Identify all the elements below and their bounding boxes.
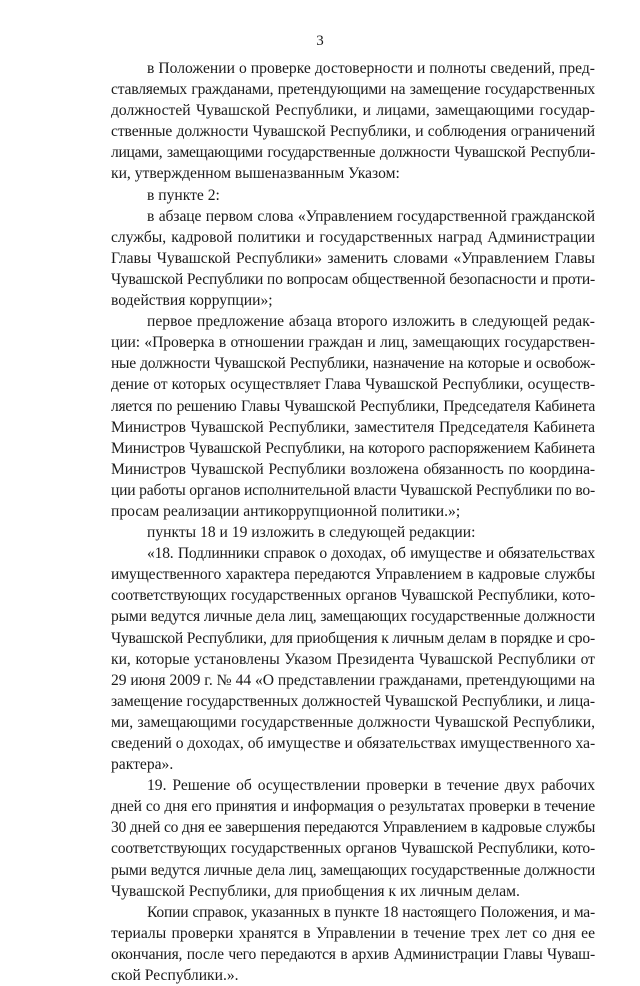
text-line: сведений о доходах, об имуществе и обязательствах имущественного ха-	[111, 735, 596, 752]
text-line: просам реализации антикоррупционной политики.»;	[111, 502, 461, 520]
text-line: Министров Чувашской Республики, на которого распоряжением Кабинета	[111, 439, 595, 457]
text-line: ные должности Чувашской Республики, назначение на которые и освобож-	[111, 355, 595, 373]
text-line: окончания, после чего передаются в архив Администрации Главы Чуваш-	[111, 945, 595, 963]
text-line: водействия коррупции»;	[111, 292, 273, 310]
text-line: ставляемых гражданами, претендующими на замещение государственных	[111, 81, 595, 99]
text-line: 19. Решение об осуществлении проверки в течение двух рабочих	[147, 777, 595, 795]
text-line: ственные должности Чувашской Республики, и соблюдения ограничений	[111, 123, 595, 141]
text-line: первое предложение абзаца второго изложить в следующей редак-	[147, 313, 595, 331]
text-line: дение от которых осуществляет Глава Чувашской Республики, осуществ-	[111, 376, 595, 394]
text-line: рыми ведутся личные дела лиц, замещающих государственные должности	[111, 861, 595, 879]
text-line: должностей Чувашской Республики, и лицами, замещающими государ-	[111, 102, 595, 120]
text-line: замещение государственных должностей Чувашской Республики, и лица-	[111, 692, 595, 710]
text-line: имущественного характера передаются Управлением в кадровые службы	[111, 566, 595, 584]
text-line: службы, кадровой политики и государственных наград Администрации	[111, 228, 595, 246]
text-line: 30 дней со дня ее завершения передаются Управлением в кадровые службы	[111, 819, 595, 837]
text-line: в абзаце первом слова «Управлением государственной гражданской	[147, 207, 595, 225]
text-line: в Положении о проверке достоверности и полноты сведений, пред-	[147, 60, 595, 77]
text-line: рактера».	[111, 756, 174, 774]
text-line: ции: «Проверка в отношении граждан и лиц, замещающих государствен-	[111, 334, 595, 352]
text-line: рыми ведутся личные дела лиц, замещающих государственные должности	[111, 608, 595, 626]
text-line: ми, замещающими государственные должности Чувашской Республики,	[111, 713, 595, 731]
text-line: Чувашской Республики, для приобщения к их личным делам.	[111, 882, 520, 900]
text-line: Чувашской Республики по вопросам общественной безопасности и проти-	[111, 270, 595, 288]
text-line: в пункте 2:	[147, 186, 220, 204]
text-line: ки, которые установлены Указом Президента Чувашской Республики от	[111, 650, 595, 668]
page-number: 3	[316, 33, 324, 49]
text-line: «18. Подлинники справок о доходах, об имуществе и обязательствах	[147, 545, 595, 563]
document-body	[111, 58, 595, 986]
text-line: Чувашской Республики, для приобщения к личным делам в порядке и сро-	[111, 629, 595, 647]
text-line: териалы проверки хранятся в Управлении в течение трех лет со дня ее	[111, 924, 595, 942]
text-line: Главы Чувашской Республики» заменить словами «Управлением Главы	[111, 249, 595, 267]
text-line: Министров Чувашской Республики возложена обязанность по координа-	[111, 460, 595, 478]
text-line: Копии справок, указанных в пункте 18 настоящего Положения, и ма-	[147, 903, 595, 921]
text-line: ции работы органов исполнительной власти Чувашской Республики по во-	[111, 481, 595, 499]
text-line: ляется по решению Главы Чувашской Республики, Председателя Кабинета	[111, 397, 595, 415]
text-line: соответствующих государственных органов Чувашской Республики, кото-	[111, 587, 595, 605]
text-line: лицами, замещающими государственные должности Чувашской Республи-	[111, 144, 595, 162]
text-line: соответствующих государственных органов Чувашской Республики, кото-	[111, 840, 595, 858]
text-line: ки, утвержденном вышеназванным Указом:	[111, 165, 400, 183]
text-line: дней со дня его принятия и информация о результатах проверки в течение	[111, 798, 595, 816]
text-line: пункты 18 и 19 изложить в следующей редакции:	[147, 524, 476, 542]
text-line: 29 июня 2009 г. № 44 «О представлении гражданами, претендующими на	[111, 671, 595, 689]
text-line: Министров Чувашской Республики, заместителя Председателя Кабинета	[111, 418, 595, 436]
text-line: ской Республики.».	[111, 967, 239, 985]
